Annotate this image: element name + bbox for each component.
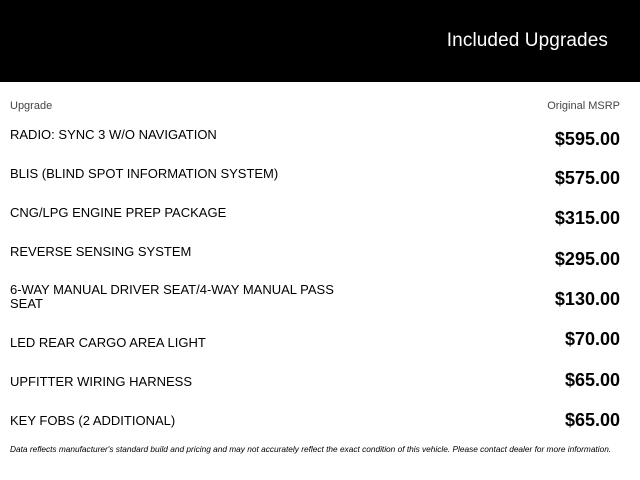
upgrade-name: RADIO: SYNC 3 W/O NAVIGATION [10,127,217,142]
upgrade-name: 6-WAY MANUAL DRIVER SEAT/4-WAY MANUAL PASS SEAT [10,282,334,311]
list-item [0,206,640,246]
upgrade-name: LED REAR CARGO AREA LIGHT [10,335,206,350]
list-item [0,370,640,415]
list-item [0,128,640,168]
upgrade-column-header: Upgrade [10,100,53,112]
upgrade-name: KEY FOBS (2 ADDITIONAL) [10,413,176,428]
page-header [0,0,640,82]
msrp-column-header: Original MSRP [547,100,620,112]
upgrade-price: $70.00 [564,329,620,349]
upgrade-price: $130.00 [554,289,620,309]
disclaimer-footnote: Data reflects manufacturer's standard build and pricing and may not accurately reflect the exact condition of this vehicle. Please contact dealer for more information. [10,444,612,454]
upgrade-name: UPFITTER WIRING HARNESS [10,374,193,389]
upgrade-name: CNG/LPG ENGINE PREP PACKAGE [10,205,227,220]
upgrade-price: $65.00 [564,410,620,430]
list-item [0,167,640,207]
upgrade-name: REVERSE SENSING SYSTEM [10,244,192,259]
list-item [0,283,640,323]
list-item [0,329,640,376]
upgrade-price: $595.00 [554,129,620,149]
upgrade-price: $315.00 [554,208,620,228]
list-item [0,245,640,285]
page-title: Included Upgrades [446,30,608,51]
upgrade-name: BLIS (BLIND SPOT INFORMATION SYSTEM) [10,166,279,181]
upgrade-price: $575.00 [554,168,620,188]
upgrade-price: $295.00 [554,249,620,269]
upgrade-price: $65.00 [564,370,620,390]
